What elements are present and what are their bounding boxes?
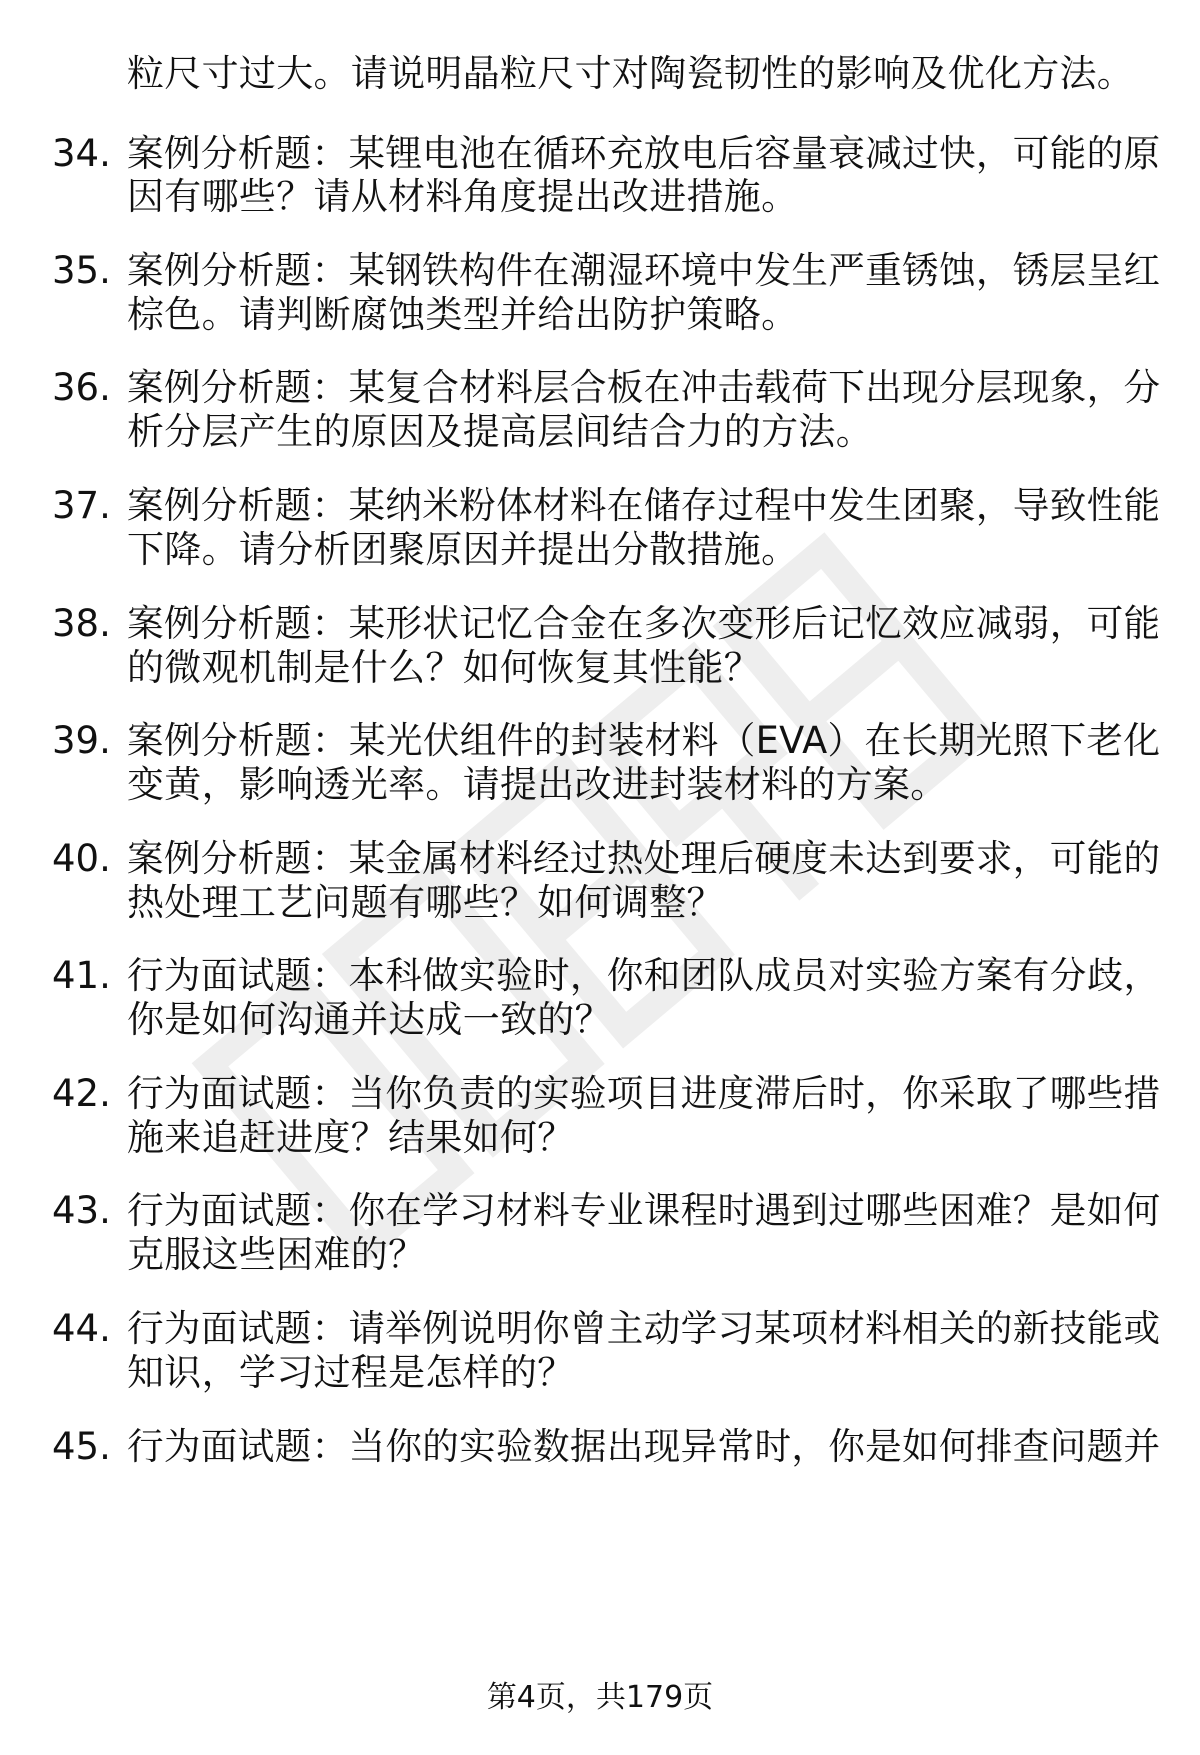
item-number: 35.	[52, 249, 111, 292]
item-text-line2: 知识，学习过程是怎样的？	[127, 1351, 575, 1394]
item-text-line2: 的微观机制是什么？如何恢复其性能？	[127, 646, 762, 689]
item-number: 43.	[52, 1189, 111, 1232]
item-text-line1: 行为面试题：请举例说明你曾主动学习某项材料相关的新技能或	[127, 1307, 1161, 1350]
item-number: 38.	[52, 602, 111, 645]
item-text-line1: 案例分析题：某锂电池在循环充放电后容量衰减过快，可能的原	[127, 132, 1161, 175]
item-text-line1: 行为面试题：你在学习材料专业课程时遇到过哪些困难？是如何	[127, 1189, 1161, 1232]
item-text-line2: 施来追赶进度？结果如何？	[127, 1116, 575, 1159]
item-text-line1: 案例分析题：某形状记忆合金在多次变形后记忆效应减弱，可能	[127, 602, 1161, 645]
item-text-line2: 热处理工艺问题有哪些？如何调整？	[127, 881, 724, 924]
item-text-line2: 棕色。请判断腐蚀类型并给出防护策略。	[127, 293, 799, 336]
item-text-line1: 行为面试题：当你的实验数据出现异常时，你是如何排查问题并	[127, 1425, 1161, 1468]
item-text-line1: 案例分析题：某金属材料经过热处理后硬度未达到要求，可能的	[127, 837, 1161, 880]
item-number: 36.	[52, 366, 111, 409]
item-text-line1: 案例分析题：某复合材料层合板在冲击载荷下出现分层现象，分	[127, 366, 1161, 409]
item-number: 41.	[52, 954, 111, 997]
item-text-line1: 案例分析题：某钢铁构件在潮湿环境中发生严重锈蚀，锈层呈红	[127, 249, 1161, 292]
item-number: 44.	[52, 1307, 111, 1350]
item-text-line1: 案例分析题：某光伏组件的封装材料（EVA）在长期光照下老化	[127, 719, 1161, 762]
item-text-line1: 案例分析题：某纳米粉体材料在储存过程中发生团聚，导致性能	[127, 484, 1161, 527]
page-footer: 第4页，共179页	[486, 1680, 714, 1715]
item-text-line1: 行为面试题：本科做实验时，你和团队成员对实验方案有分歧，	[127, 954, 1161, 997]
item-text-line2: 因有哪些？请从材料角度提出改进措施。	[127, 175, 799, 218]
item-text-line2: 变黄，影响透光率。请提出改进封装材料的方案。	[127, 763, 948, 806]
item-text-line2: 克服这些困难的？	[127, 1233, 426, 1276]
item-text-line2: 下降。请分析团聚原因并提出分散措施。	[127, 528, 799, 571]
item-number: 40.	[52, 837, 111, 880]
item-number: 34.	[52, 132, 111, 175]
item-number: 45.	[52, 1425, 111, 1468]
item-number: 42.	[52, 1072, 111, 1115]
item-number: 37.	[52, 484, 111, 527]
continuation-text: 粒尺寸过大。请说明晶粒尺寸对陶瓷韧性的影响及优化方法。	[127, 52, 1135, 95]
item-text-line1: 行为面试题：当你负责的实验项目进度滞后时，你采取了哪些措	[127, 1072, 1161, 1115]
item-text-line2: 析分层产生的原因及提高层间结合力的方法。	[127, 410, 873, 453]
item-text-line2: 你是如何沟通并达成一致的？	[127, 998, 612, 1041]
item-number: 39.	[52, 719, 111, 762]
